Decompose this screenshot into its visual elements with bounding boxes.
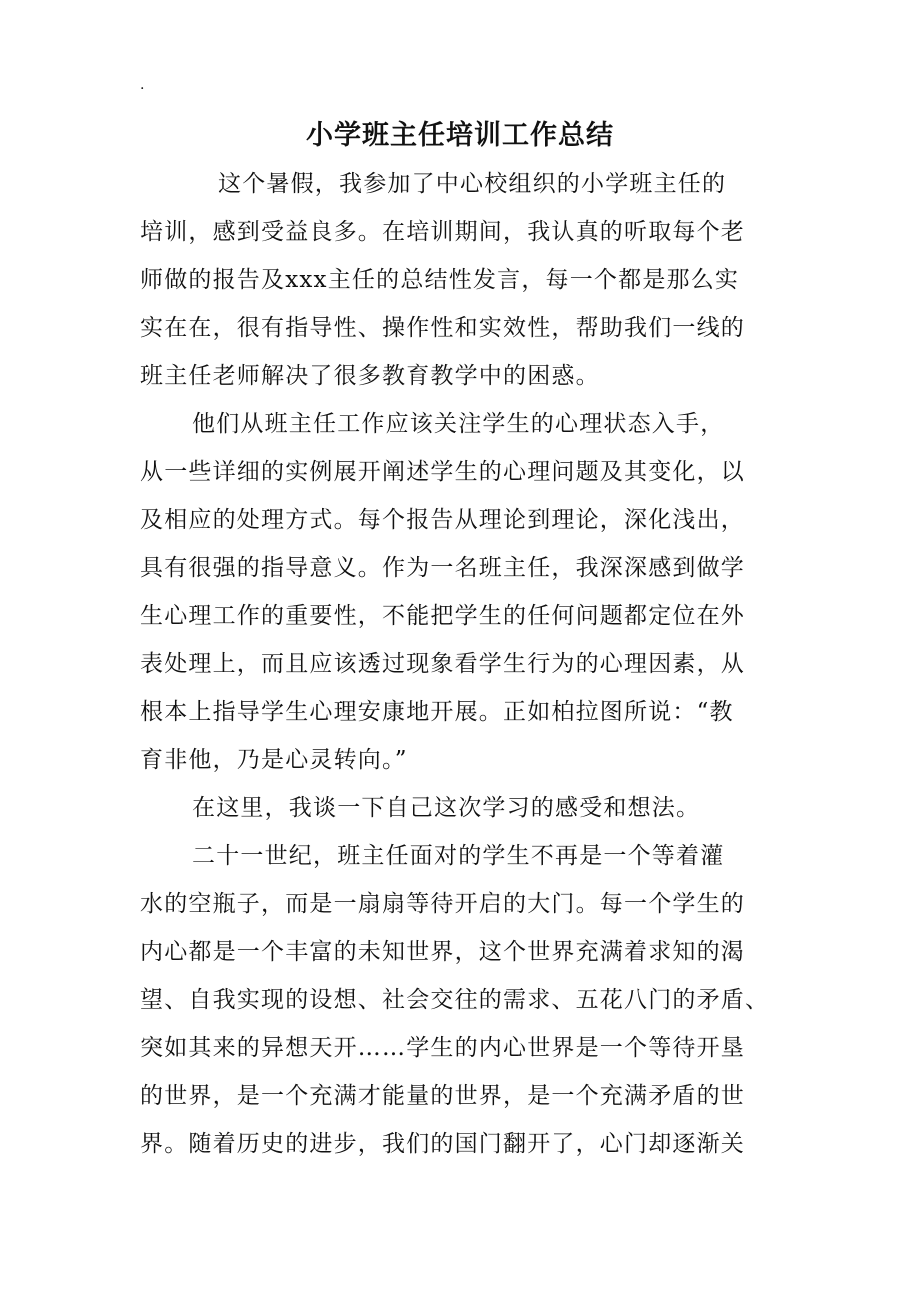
body-line: 培训，感到受益良多。在培训期间，我认真的听取每个老 — [140, 219, 745, 245]
body-line: 表处理上，而且应该透过现象看学生行为的心理因素，从 — [140, 651, 745, 677]
body-line: 界。随着历史的进步，我们的国门翻开了，心门却逐渐关 — [140, 1131, 745, 1157]
body-line: 突如其来的异想天开……学生的内心世界是一个等待开垦 — [140, 1035, 745, 1061]
body-line: 班主任老师解决了很多教育教学中的困惑。 — [140, 363, 600, 389]
body-line: 他们从班主任工作应该关注学生的心理状态入手， — [192, 411, 725, 437]
body-line: 生心理工作的重要性，不能把学生的任何问题都定位在外 — [140, 603, 745, 629]
body-line: 在这里，我谈一下自己这次学习的感受和想法。 — [192, 795, 701, 821]
body-line: 这个暑假，我参加了中心校组织的小学班主任的 — [218, 171, 727, 197]
body-line: 的世界，是一个充满才能量的世界，是一个充满矛盾的世 — [140, 1083, 745, 1109]
body-line: 从一些详细的实例展开阐述学生的心理问题及其变化，以 — [140, 459, 745, 485]
header-mark: . — [140, 77, 145, 93]
body-line: 具有很强的指导意义。作为一名班主任，我深深感到做学 — [140, 555, 745, 581]
body-line: 望、自我实现的设想、社会交往的需求、五花八门的矛盾、 — [140, 987, 770, 1013]
body-line: 水的空瓶子，而是一扇扇等待开启的大门。每一个学生的 — [140, 891, 745, 917]
body-line: 内心都是一个丰富的未知世界，这个世界充满着求知的渴 — [140, 939, 745, 965]
body-line: 师做的报告及xxx主任的总结性发言，每一个都是那么实 — [140, 267, 740, 293]
body-line: 及相应的处理方式。每个报告从理论到理论，深化浅出， — [140, 507, 745, 533]
body-line: 育非他，乃是心灵转向。” — [140, 747, 408, 773]
document-title: 小学班主任培训工作总结 — [306, 120, 614, 151]
body-line: 根本上指导学生心理安康地开展。正如柏拉图所说：“教 — [140, 699, 734, 725]
body-line: 实在在，很有指导性、操作性和实效性，帮助我们一线的 — [140, 315, 745, 341]
body-line: 二十一世纪，班主任面对的学生不再是一个等着灌 — [192, 843, 725, 869]
